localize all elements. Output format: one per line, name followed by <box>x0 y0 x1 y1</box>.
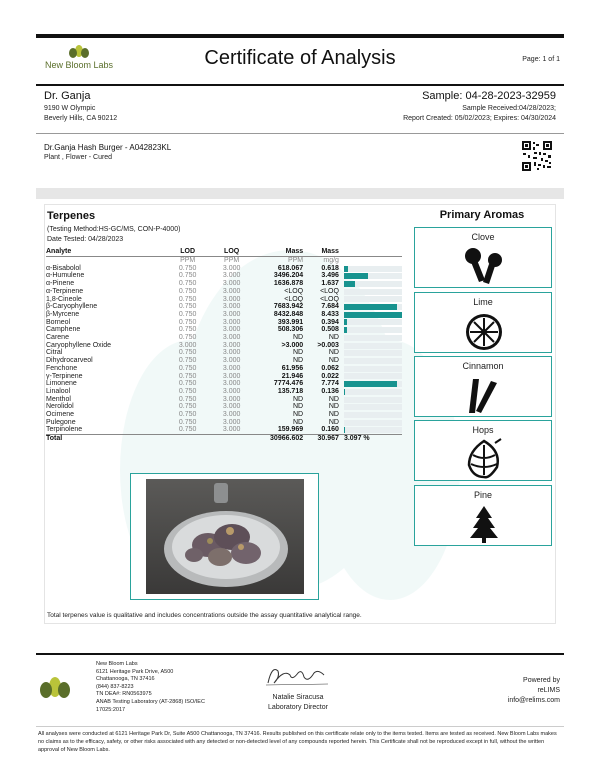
bar-track <box>344 335 402 341</box>
loq-value: 3.000 <box>222 287 241 295</box>
bar-track <box>344 420 402 426</box>
loq-value: 3.000 <box>222 341 241 349</box>
sample-photo <box>146 479 304 594</box>
table-row <box>46 396 402 404</box>
bar-track <box>344 343 402 349</box>
mass-ppm-value: <LOQ <box>284 295 304 303</box>
footer-leaf-logo-icon <box>40 676 70 700</box>
lab-name: New Bloom Labs <box>96 661 138 667</box>
mass-ppm-value: 8432.848 <box>273 310 304 318</box>
bar-track <box>344 319 402 325</box>
mass-ppm-value: 618.067 <box>277 264 304 272</box>
table-row <box>46 265 402 273</box>
mass-mg-value: 1.637 <box>321 280 339 288</box>
aroma-card-cinnamon <box>414 356 552 417</box>
lod-value: 0.750 <box>178 411 197 419</box>
aroma-label: Clove <box>471 232 495 242</box>
client-name: Dr. Ganja <box>44 90 91 102</box>
table-row <box>46 388 402 396</box>
analyte-name: α-Humulene <box>46 272 85 280</box>
bar-track <box>344 312 402 318</box>
lab-phone: (844) 837-8223 <box>96 683 134 690</box>
analyte-name: α-Pinene <box>46 280 75 288</box>
lod-value: 0.750 <box>178 272 197 280</box>
aromas-title: Primary Aromas <box>439 209 525 221</box>
analyte-name: Ocimene <box>46 411 75 419</box>
table-row <box>46 272 402 280</box>
mass-mg-value: 0.618 <box>321 264 339 272</box>
date-tested: Date Tested: 04/28/2023 <box>47 236 124 243</box>
concentration-bar <box>344 312 402 318</box>
bar-cell <box>339 303 402 311</box>
bar-cell <box>339 396 402 404</box>
bar-cell <box>339 419 402 427</box>
table-row <box>46 411 402 419</box>
lod-value: 0.750 <box>178 295 197 303</box>
client-info <box>44 90 117 124</box>
footer-divider <box>36 653 564 655</box>
mass-mg-value: 7.684 <box>321 303 339 311</box>
table-row <box>46 403 402 411</box>
bar-track <box>344 350 402 356</box>
col-lod: LOD <box>166 247 210 257</box>
analyte-name: Pulegone <box>46 418 76 426</box>
lab-iso: 17025:2017 <box>96 706 126 713</box>
lab-anab: ANAB Testing Laboratory (AT-2868) ISO/IEC <box>96 698 205 705</box>
bar-track <box>344 304 402 310</box>
mass-mg-value: 8.433 <box>321 310 339 318</box>
loq-value: 3.000 <box>222 295 241 303</box>
mass-mg-value: 0.022 <box>321 372 339 380</box>
bar-cell <box>339 265 402 273</box>
aroma-label: Pine <box>473 490 492 500</box>
mass-ppm-value: ND <box>293 418 304 426</box>
col-analyte: Analyte <box>46 247 166 257</box>
lod-value: 0.750 <box>178 426 197 434</box>
analyte-name: α-Terpinene <box>46 287 84 295</box>
table-row <box>46 365 402 373</box>
header-divider <box>36 84 564 86</box>
analyte-name: Camphene <box>46 326 81 334</box>
total-blank-lod <box>166 435 210 443</box>
mass-ppm-value: ND <box>293 411 304 419</box>
aroma-label: Lime <box>473 297 493 307</box>
bar-cell <box>339 373 402 381</box>
loq-value: 3.000 <box>222 403 241 411</box>
lod-value: 0.750 <box>178 364 197 372</box>
loq-value: 3.000 <box>222 326 241 334</box>
table-row <box>46 334 402 342</box>
bar-cell <box>339 380 402 388</box>
bar-cell <box>339 326 402 334</box>
loq-value: 3.000 <box>222 310 241 318</box>
lod-value: 0.750 <box>178 318 197 326</box>
bar-cell <box>339 334 402 342</box>
mass-ppm-value: 61.956 <box>281 364 304 372</box>
lab-address-line1: 6121 Heritage Park Drive, A500 <box>96 668 174 675</box>
col-loq: LOQ <box>210 247 254 257</box>
mass-mg-value: 0.394 <box>321 318 339 326</box>
concentration-bar <box>344 327 347 333</box>
mass-ppm-value: 393.991 <box>277 318 304 326</box>
bar-cell <box>339 311 402 319</box>
bar-cell <box>339 357 402 365</box>
powered-by-name: reLIMS <box>537 687 560 694</box>
hops-icon <box>459 437 509 479</box>
pine-icon <box>459 502 509 544</box>
mass-ppm-value: 7683.942 <box>273 303 304 311</box>
mass-ppm-value: 21.946 <box>281 372 304 380</box>
bar-track <box>344 281 402 287</box>
bar-track <box>344 427 402 433</box>
lab-dea: TN DEA#: RN0563975 <box>96 691 152 698</box>
analyte-name: Borneol <box>46 318 71 326</box>
page-number: Page: 1 of 1 <box>522 56 560 63</box>
analyte-name: γ-Terpinene <box>46 372 83 380</box>
disclaimer: All analyses were conducted at 6121 Heritage Park Dr, Suite A500 Chattanooga, TN 37416. Results published on this certificate relate only to the items tested. Items are tested as received. New Bloom Labs makes no claims as to the efficacy, safety, or other risks associated with any detected or non-detected level of any compounds reported herein. This Certificate shall not be reproduced except in full, without the written approval of New Bloom Labs. <box>38 731 557 753</box>
table-row <box>46 357 402 365</box>
qr-code-icon <box>521 140 553 172</box>
mass-ppm-value: 135.718 <box>277 387 304 395</box>
table-row <box>46 326 402 334</box>
table-row <box>46 380 402 388</box>
mass-mg-value: 7.774 <box>321 380 339 388</box>
table-row <box>46 303 402 311</box>
aroma-label: Hops <box>472 425 494 435</box>
lod-value: 3.000 <box>178 341 197 349</box>
aroma-card-lime <box>414 292 552 353</box>
product-type: Plant , Flower - Cured <box>44 154 113 161</box>
mass-ppm-value: 159.969 <box>277 426 304 434</box>
client-divider <box>36 133 564 134</box>
signer <box>250 693 346 713</box>
loq-value: 3.000 <box>222 318 241 326</box>
concentration-bar <box>344 427 345 433</box>
bar-cell <box>339 349 402 357</box>
table-row <box>46 426 402 434</box>
terpenes-meta <box>47 225 180 245</box>
terpenes-footnote: Total terpenes value is qualitative and includes concentrations outside the assay quantitative analytical range. <box>47 612 362 619</box>
lod-value: 0.750 <box>178 349 197 357</box>
analyte-name: β-Caryophyllene <box>46 303 98 311</box>
bar-cell <box>339 272 402 280</box>
analyte-name: Fenchone <box>46 364 78 372</box>
analyte-name: Linalool <box>46 387 71 395</box>
testing-method: (Testing Method:HS-GC/MS, CON-P-4000) <box>47 226 181 233</box>
mass-ppm-value: 508.306 <box>277 326 304 334</box>
bar-cell <box>339 365 402 373</box>
bar-cell <box>339 288 402 296</box>
lod-value: 0.750 <box>178 357 197 365</box>
mass-ppm-value: >3.000 <box>281 341 304 349</box>
unit-loq: PPM <box>224 257 240 264</box>
mass-mg-value: <LOQ <box>320 295 339 303</box>
bar-track <box>344 397 402 403</box>
unit-mg: mg/g <box>323 257 339 264</box>
mass-mg-value: 0.136 <box>321 387 339 395</box>
loq-value: 3.000 <box>222 395 241 403</box>
bar-track <box>344 381 402 387</box>
bar-cell <box>339 280 402 288</box>
report-dates: Report Created: 05/02/2023; Expires: 04/30/2024 <box>403 115 556 122</box>
analyte-name: Limonene <box>46 380 77 388</box>
analyte-name: Menthol <box>46 395 71 403</box>
signer-name: Natalie Siracusa <box>272 694 324 701</box>
bar-cell <box>339 403 402 411</box>
table-row <box>46 373 402 381</box>
mass-mg-value: ND <box>328 349 339 357</box>
mass-ppm-value: ND <box>293 403 304 411</box>
mass-mg-value: ND <box>328 357 339 365</box>
sample-received: Sample Received:04/28/2023; <box>462 105 556 112</box>
bar-cell <box>339 319 402 327</box>
terpenes-title: Terpenes <box>47 210 96 222</box>
loq-value: 3.000 <box>222 334 241 342</box>
concentration-bar <box>344 381 397 387</box>
table-row <box>46 349 402 357</box>
table-row <box>46 419 402 427</box>
bar-cell <box>339 388 402 396</box>
bar-track <box>344 366 402 372</box>
lab-address-line2: Chattanooga, TN 37416 <box>96 676 155 683</box>
sample-info <box>403 90 556 124</box>
bar-track <box>344 358 402 364</box>
mass-mg-value: 3.496 <box>321 272 339 280</box>
mass-mg-value: ND <box>328 403 339 411</box>
loq-value: 3.000 <box>222 380 241 388</box>
mass-ppm-value: ND <box>293 349 304 357</box>
mass-ppm-value: 3496.204 <box>273 272 304 280</box>
mass-mg-value: 0.160 <box>321 426 339 434</box>
loq-value: 3.000 <box>222 364 241 372</box>
report-header <box>36 38 564 84</box>
mass-mg-value: 0.062 <box>321 364 339 372</box>
powered-by-label: Powered by <box>523 677 560 684</box>
sample-id: Sample: 04-28-2023-32959 <box>422 90 556 102</box>
loq-value: 3.000 <box>222 349 241 357</box>
loq-value: 3.000 <box>222 387 241 395</box>
clove-icon <box>459 244 509 286</box>
concentration-bar <box>344 304 397 310</box>
total-label: Total <box>46 435 166 443</box>
bar-track <box>344 327 402 333</box>
analyte-name: Citral <box>46 349 63 357</box>
lod-value: 0.750 <box>178 303 197 311</box>
table-row <box>46 296 402 304</box>
lod-value: 0.750 <box>178 264 197 272</box>
col-mass-mg: Mass <box>303 247 339 257</box>
loq-value: 3.000 <box>222 418 241 426</box>
concentration-bar <box>344 281 355 287</box>
concentration-bar <box>344 266 348 272</box>
lod-value: 0.750 <box>178 418 197 426</box>
unit-ppm: PPM <box>287 257 304 264</box>
page-title: Certificate of Analysis <box>204 47 396 69</box>
bar-track <box>344 296 402 302</box>
mass-mg-value: 0.508 <box>321 326 339 334</box>
total-ppm: 30966.602 <box>254 435 304 443</box>
loq-value: 3.000 <box>222 357 241 365</box>
bar-track <box>344 273 402 279</box>
loq-value: 3.000 <box>222 280 241 288</box>
mass-ppm-value: ND <box>293 334 304 342</box>
unit-lod: PPM <box>180 257 196 264</box>
mass-ppm-value: 7774.476 <box>273 380 304 388</box>
bar-track <box>344 412 402 418</box>
col-bar <box>339 247 402 257</box>
powered-by <box>508 676 560 706</box>
lod-value: 0.750 <box>178 372 197 380</box>
mass-ppm-value: ND <box>293 357 304 365</box>
lod-value: 0.750 <box>178 403 197 411</box>
analyte-name: Terpinolene <box>46 426 83 434</box>
disclaimer-divider <box>36 726 564 727</box>
total-row <box>46 435 402 443</box>
lod-value: 0.750 <box>178 310 197 318</box>
concentration-bar <box>344 273 368 279</box>
lab-address <box>96 661 205 714</box>
analyte-name: β-Myrcene <box>46 310 80 318</box>
mass-mg-value: <LOQ <box>320 287 339 295</box>
total-blank-loq <box>210 435 254 443</box>
analyte-name: Dihydrocarveol <box>46 357 93 365</box>
lab-logo-text: New Bloom Labs <box>44 60 114 70</box>
table-row <box>46 311 402 319</box>
table-row <box>46 342 402 350</box>
powered-by-email[interactable]: info@relims.com <box>507 697 560 704</box>
lod-value: 0.750 <box>178 334 197 342</box>
bar-track <box>344 389 402 395</box>
aroma-card-clove <box>414 227 552 288</box>
total-mg: 30.967 <box>303 435 339 443</box>
aroma-label: Cinnamon <box>462 361 504 371</box>
bar-track <box>344 404 402 410</box>
total-percent: 3.097 % <box>339 435 402 443</box>
lod-value: 0.750 <box>178 280 197 288</box>
mass-mg-value: ND <box>328 395 339 403</box>
mass-mg-value: ND <box>328 334 339 342</box>
analyte-name: 1,8-Cineole <box>46 295 82 303</box>
bar-track <box>344 266 402 272</box>
aroma-card-pine <box>414 485 552 546</box>
client-address-line1: 9190 W Olympic <box>44 105 96 112</box>
mass-ppm-value: 1636.878 <box>273 280 304 288</box>
loq-value: 3.000 <box>222 303 241 311</box>
concentration-bar <box>344 389 345 395</box>
mass-ppm-value: ND <box>293 395 304 403</box>
lime-icon <box>459 309 509 351</box>
terpenes-table <box>46 247 402 443</box>
col-mass-ppm: Mass <box>254 247 304 257</box>
analyte-name: Caryophyllene Oxide <box>46 341 111 349</box>
mass-mg-value: >0.003 <box>317 341 339 349</box>
bar-track <box>344 289 402 295</box>
mass-ppm-value: <LOQ <box>284 287 304 295</box>
analyte-name: α-Bisabolol <box>46 264 81 272</box>
lod-value: 0.750 <box>178 326 197 334</box>
loq-value: 3.000 <box>222 272 241 280</box>
bar-cell <box>339 342 402 350</box>
lod-value: 0.750 <box>178 395 197 403</box>
client-address-line2: Beverly Hills, CA 90212 <box>44 115 118 122</box>
bar-track <box>344 373 402 379</box>
table-header-row <box>46 247 402 257</box>
mass-mg-value: ND <box>328 418 339 426</box>
concentration-bar <box>344 319 347 325</box>
units-row <box>46 257 402 265</box>
lod-value: 0.750 <box>178 380 197 388</box>
terpenes-table-body <box>46 257 402 443</box>
analyte-name: Carene <box>46 334 69 342</box>
cinnamon-icon <box>459 373 509 415</box>
loq-value: 3.000 <box>222 426 241 434</box>
analyte-name: Nerolidol <box>46 403 74 411</box>
bar-cell <box>339 426 402 434</box>
lod-value: 0.750 <box>178 287 197 295</box>
product-info <box>44 142 171 163</box>
table-row <box>46 280 402 288</box>
loq-value: 3.000 <box>222 411 241 419</box>
loq-value: 3.000 <box>222 372 241 380</box>
loq-value: 3.000 <box>222 264 241 272</box>
section-separator <box>36 188 564 199</box>
bar-cell <box>339 411 402 419</box>
table-row <box>46 319 402 327</box>
lod-value: 0.750 <box>178 387 197 395</box>
aroma-card-hops <box>414 420 552 481</box>
table-row <box>46 288 402 296</box>
signer-title: Laboratory Director <box>268 704 328 711</box>
mass-mg-value: ND <box>328 411 339 419</box>
bar-cell <box>339 296 402 304</box>
product-name: Dr.Ganja Hash Burger - A042823KL <box>44 143 172 152</box>
signature-icon <box>262 663 332 689</box>
